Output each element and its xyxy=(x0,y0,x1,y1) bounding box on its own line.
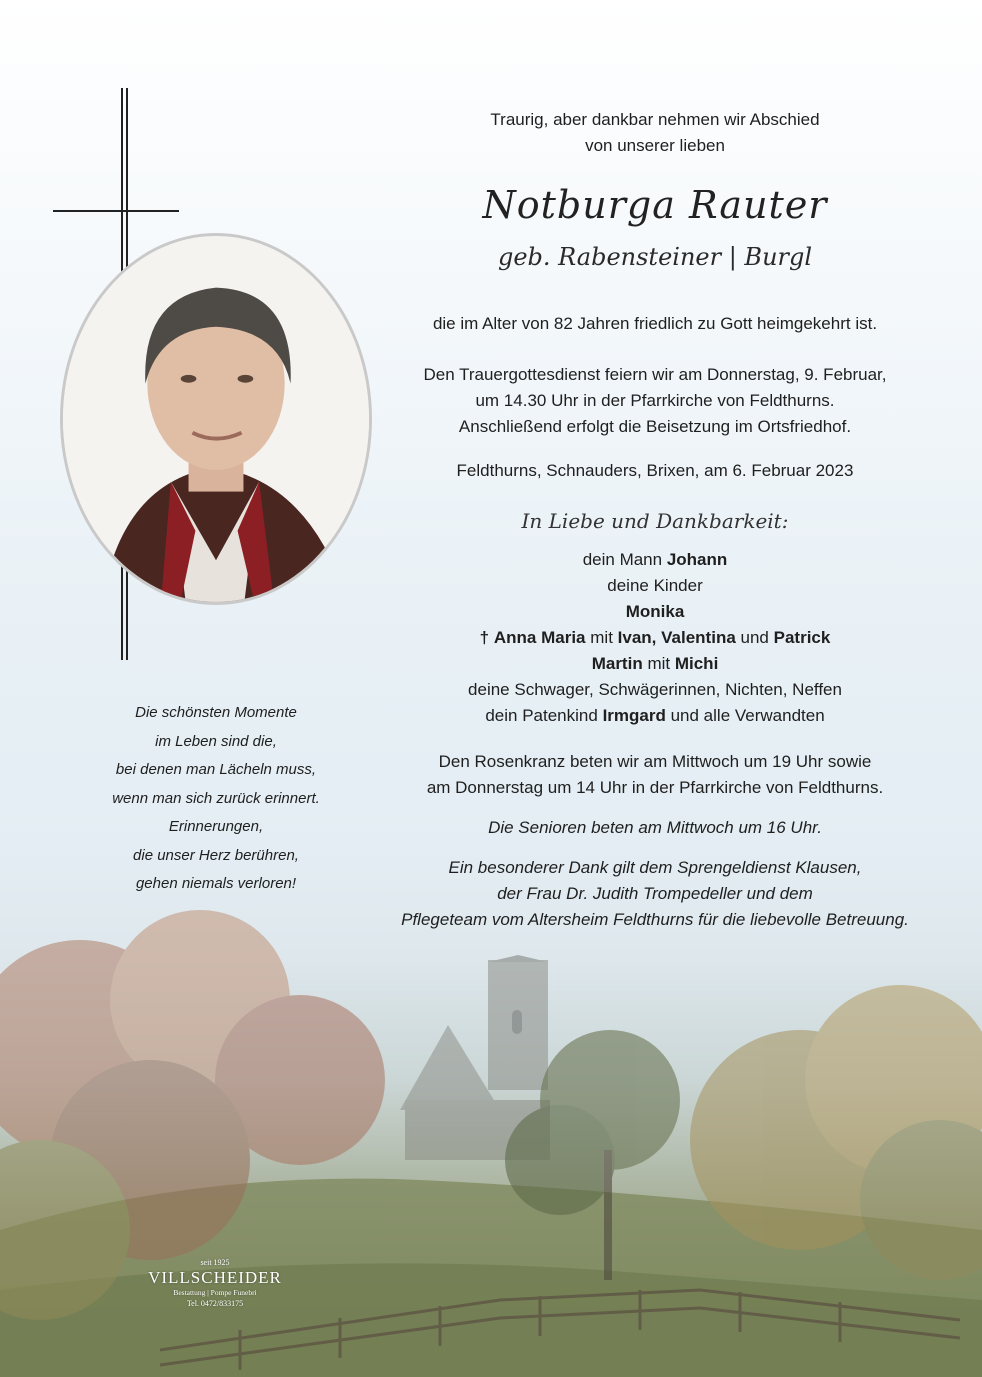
service-line: um 14.30 Uhr in der Pfarrkirche von Feldthurns. xyxy=(475,391,835,410)
deceased-maiden-name: geb. Rabensteiner | Burgl xyxy=(497,243,813,271)
thanks-line: Pflegeteam vom Altersheim Feldthurns für die liebevolle Betreuung. xyxy=(401,910,909,929)
child-line xyxy=(400,625,910,651)
poem-line: wenn man sich zurück erinnert. xyxy=(112,789,320,807)
connector-text: und xyxy=(740,628,769,647)
place-date-line: Feldthurns, Schnauders, Brixen, am 6. Februar 2023 xyxy=(456,461,854,480)
child-name: Martin xyxy=(591,654,643,673)
poem-line: im Leben sind die, xyxy=(155,732,277,750)
godchild-name: Irmgard xyxy=(602,706,666,725)
intro-line: Traurig, aber dankbar nehmen wir Abschied xyxy=(490,110,820,129)
thanks-line: Ein besonderer Dank gilt dem Sprengeldienst Klausen, xyxy=(448,858,862,877)
connector-text: mit xyxy=(647,654,671,673)
rosary-line: am Donnerstag um 14 Uhr in der Pfarrkirche von Feldthurns. xyxy=(426,778,884,797)
funeral-home-logo xyxy=(145,1258,285,1309)
logo-since: seit 1925 xyxy=(200,1258,230,1267)
logo-phone: Tel. 0472/833175 xyxy=(186,1299,244,1308)
service-line: Den Trauergottesdienst feiern wir am Donnerstag, 9. Februar, xyxy=(423,365,887,384)
godchild-prefix: dein Patenkind xyxy=(485,706,598,725)
rosary-info xyxy=(400,749,910,801)
poem-line: bei denen man Lächeln muss, xyxy=(115,761,317,778)
partner-name: Michi xyxy=(674,654,719,673)
service-line: Anschließend erfolgt die Beisetzung im Ortsfriedhof. xyxy=(458,417,852,436)
child-line xyxy=(400,651,910,677)
connector-text: mit xyxy=(590,628,613,647)
grandchild-name: Patrick xyxy=(773,628,831,647)
thanks-text xyxy=(400,855,910,933)
husband-line xyxy=(400,547,910,573)
seniors-prayer xyxy=(400,815,910,841)
logo-subtitle: Bestattung | Pompe Funebri xyxy=(173,1288,257,1297)
funeral-service-info xyxy=(400,362,910,440)
godchild-line xyxy=(400,703,910,729)
godchild-suffix: und alle Verwandten xyxy=(670,706,825,725)
cross-symbol: † xyxy=(479,628,490,647)
intro-text xyxy=(400,107,910,159)
child-line xyxy=(400,599,910,625)
poem-line: Die schönsten Momente xyxy=(135,704,297,721)
poem-line: Erinnerungen, xyxy=(168,818,264,835)
family-list xyxy=(400,547,910,729)
husband-name: Johann xyxy=(666,550,728,569)
poem-line: die unser Herz berühren, xyxy=(133,846,299,864)
poem-line: gehen niemals verloren! xyxy=(135,875,297,892)
place-and-date xyxy=(400,458,910,484)
memorial-poem xyxy=(80,699,352,899)
portrait-photo xyxy=(60,233,372,605)
grandchild-name: Valentina xyxy=(661,628,736,647)
thanks-line: der Frau Dr. Judith Trompedeller und dem xyxy=(497,884,813,903)
children-label: deine Kinder xyxy=(607,576,703,595)
logo-brand: VILLSCHEIDER xyxy=(148,1268,282,1287)
rosary-line: Den Rosenkranz beten wir am Mittwoch um 19 Uhr sowie xyxy=(438,752,872,771)
child-name: Monika xyxy=(625,602,685,621)
deceased-name: Notburga Rauter xyxy=(482,183,828,227)
partner-name: Ivan, xyxy=(617,628,657,647)
child-name: Anna Maria xyxy=(493,628,586,647)
age-statement xyxy=(400,311,910,337)
seniors-line: Die Senioren beten am Mittwoch um 16 Uhr. xyxy=(488,818,822,837)
love-heading: In Liebe und Dankbarkeit: xyxy=(521,509,789,533)
cross-horizontal-line xyxy=(53,210,179,212)
intro-line: von unserer lieben xyxy=(585,136,725,155)
age-line: die im Alter von 82 Jahren friedlich zu Gott heimgekehrt ist. xyxy=(432,314,878,333)
inlaws-line: deine Schwager, Schwägerinnen, Nichten, Neffen xyxy=(468,680,842,699)
husband-prefix: dein Mann xyxy=(582,550,663,569)
